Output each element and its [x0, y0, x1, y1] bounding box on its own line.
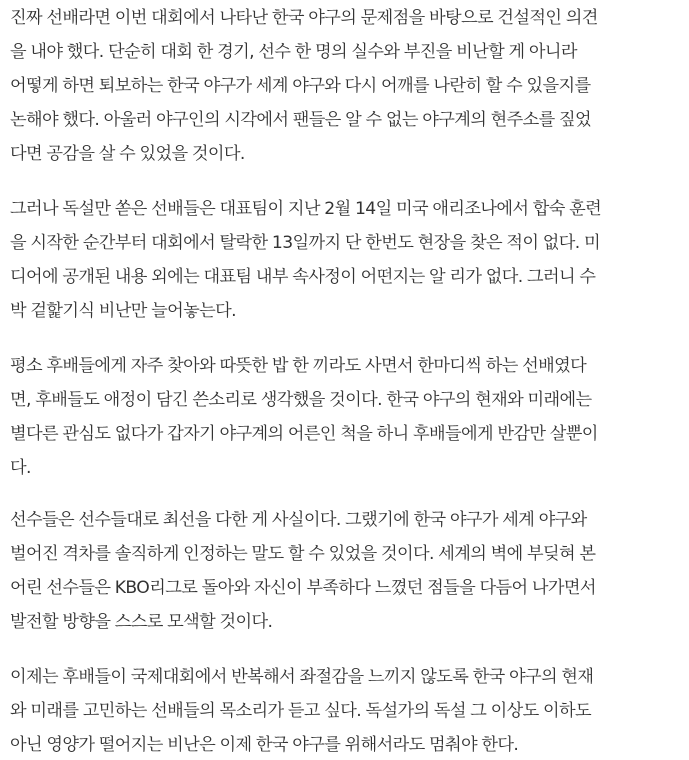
text-line: 다.	[10, 458, 31, 478]
text-line: 그러나 독설만 쏟은 선배들은 대표팀이 지난 2월 14일 미국 애리조나에서 합숙 훈련	[10, 199, 602, 219]
text-line: 아닌 영양가 떨어지는 비난은 이제 한국 야구를 위해서라도 멈춰야 한다.	[10, 735, 519, 755]
text-line: 와 미래를 고민하는 선배들의 목소리가 듣고 싶다. 독설가의 독설 그 이상도 이하도	[10, 701, 591, 721]
text-line: 어떻게 하면 퇴보하는 한국 야구가 세계 야구와 다시 어깨를 나란히 할 수 있을지를	[10, 76, 591, 96]
text-line: 면, 후배들도 애정이 담긴 쓴소리로 생각했을 것이다. 한국 야구의 현재와 미래에는	[10, 390, 592, 410]
text-line: 별다른 관심도 없다가 갑자기 야구계의 어른인 척을 하니 후배들에게 반감만 살뿐이	[10, 424, 598, 444]
text-line: 논해야 했다. 아울러 야구인의 시각에서 팬들은 알 수 없는 야구계의 현주소를 짚었	[10, 110, 591, 130]
text-line: 디어에 공개된 내용 외에는 대표팀 내부 속사정이 어떤지는 알 리가 없다. 그러니 수	[10, 267, 596, 287]
text-line: 발전할 방향을 스스로 모색할 것이다.	[10, 612, 273, 632]
text-line: 어린 선수들은 KBO리그로 돌아와 자신이 부족하다 느꼈던 점들을 다듬어 나가면서	[10, 578, 596, 598]
text-line: 진짜 선배라면 이번 대회에서 나타난 한국 야구의 문제점을 바탕으로 건설적인 의견	[10, 8, 598, 28]
text-line: 을 내야 했다. 단순히 대회 한 경기, 선수 한 명의 실수와 부진을 비난할 게 아니라	[10, 42, 577, 62]
text-line: 다면 공감을 살 수 있었을 것이다.	[10, 144, 245, 164]
text-line: 평소 후배들에게 자주 찾아와 따뜻한 밥 한 끼라도 사면서 한마디씩 하는 선배였다	[10, 356, 587, 376]
text-line: 박 겉핥기식 비난만 늘어놓는다.	[10, 301, 236, 321]
text-line: 을 시작한 순간부터 대회에서 탈락한 13일까지 단 한번도 현장을 찾은 적이 없다. 미	[10, 233, 600, 253]
text-line: 벌어진 격차를 솔직하게 인정하는 말도 할 수 있었을 것이다. 세계의 벽에 부딪혀 본	[10, 544, 596, 564]
text-line: 이제는 후배들이 국제대회에서 반복해서 좌절감을 느끼지 않도록 한국 야구의 현재	[10, 667, 594, 687]
text-line: 선수들은 선수들대로 최선을 다한 게 사실이다. 그랬기에 한국 야구가 세계 야구와	[10, 510, 587, 530]
